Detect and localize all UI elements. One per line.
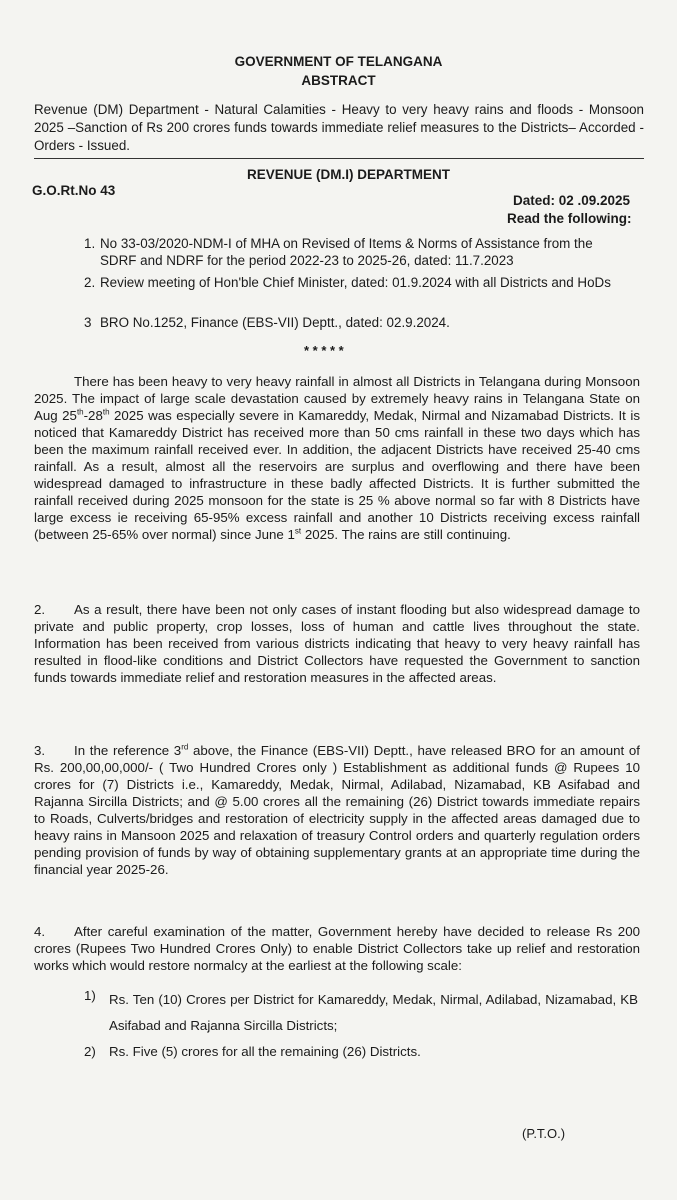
paragraph-number: 3. — [34, 743, 46, 758]
order-number: G.O.Rt.No 43 — [32, 183, 116, 198]
paragraph-number: 2. — [34, 602, 46, 617]
paragraph-3: 3. In the reference 3rd above, the Finance (EBS-VII) Deptt., have released BRO for an amount of Rs. 200,00,00,000/- ( Two Hundred Crores only ) Establishment as additional funds @ Rupees 10 crores for (7) Districts i.e., Kamareddy, Medak, Nirmal, Adilabad, Nizamabad, KB Asifabad and Rajanna Sircilla Districts; and @ 5.00 crores all the remaining (26) District towards immediate repairs to Roads, Culverts/bridges and restoration of electricity supply in the affected areas damaged due to heavy rains in Mansoon 2025 and relaxation of treasury Control orders and quarterly regulation orders pending provision of funds by way of obtaining supplementary grants at an appropriate time during the financial year 2025-26. — [34, 742, 640, 877]
scale-item-text: Rs. Five (5) crores for all the remaining (26) Districts. — [109, 1044, 421, 1059]
page-turn-note: (P.T.O.) — [522, 1126, 566, 1141]
scale-item-number: 2) — [84, 1044, 96, 1059]
department-heading: REVENUE (DM.I) DEPARTMENT — [246, 167, 450, 182]
read-following-label: Read the following: — [507, 211, 632, 226]
paragraph-4: 4. After careful examination of the matter, Government hereby have decided to release Rs 200 crores (Rupees Two Hundred Crores Only) to enable District Collectors take up relief and restoration works which would restore normalcy at the earliest at the following scale: — [34, 924, 640, 973]
paragraph-number: 4. — [34, 924, 46, 939]
scale-item — [84, 1043, 638, 1060]
section-separator: * * * * * — [304, 343, 344, 358]
scale-item-text: Rs. Ten (10) Crores per District for Kamareddy, Medak, Nirmal, Adilabad, Nizamabad, KB Asifabad and Rajanna Sircilla Districts; — [109, 992, 638, 1033]
paragraph-1: There has been heavy to very heavy rainfall in almost all Districts in Telangana during Monsoon 2025. The impact of large scale devastation caused by extremely heavy rains in Telangana State on Aug 25th-28th 2025 was especially severe in Kamareddy, Medak, Nirmal and Nizamabad Districts. It is noticed that Kamareddy District has received more than 50 cms rainfall in these two days which has been the maximum rainfall received ever. In addition, the adjacent Districts have received 25-40 cms rainfall. As a result, almost all the reservoirs are surplus and overflowing and there have been widespread damaged to infrastructure in these badly affected Districts. It is further submitted the rainfall received during 2025 monsoon for the state is 25 % above normal so far with 8 Districts have large excess ie receiving 65-95% excess rainfall and another 10 Districts receiving excess rainfall (between 25-65% over normal) since June 1st 2025. The rains are still continuing. — [34, 374, 640, 542]
scale-item — [84, 987, 638, 1039]
scale-item-number: 1) — [84, 988, 96, 1003]
abstract-heading: ABSTRACT — [301, 73, 376, 88]
reference-item — [84, 274, 624, 291]
reference-number: 2. — [84, 275, 96, 290]
reference-number: 1. — [84, 236, 96, 251]
reference-text: BRO No.1252, Finance (EBS-VII) Deptt., dated: 02.9.2024. — [100, 315, 450, 330]
subject-divider — [34, 158, 644, 159]
reference-item — [84, 314, 624, 331]
subject-text: Revenue (DM) Department - Natural Calamities - Heavy to very heavy rains and floods - Monsoon 2025 –Sanction of Rs 200 crores funds towards immediate relief measures to the Districts– Accorded - Orders - Issued. — [34, 102, 644, 153]
reference-item — [84, 235, 624, 269]
government-heading: GOVERNMENT OF TELANGANA — [234, 54, 443, 69]
paragraph-2: 2. As a result, there have been not only cases of instant flooding but also widespread damage to private and public property, crop losses, loss of human and cattle lives throughout the state. Information has been received from various districts indicating that heavy to very heavy rainfall has resulted in flood-like conditions and District Collectors have requested the Government to sanction funds towards immediate relief and restoration measures in the affected areas. — [34, 602, 640, 685]
order-date: Dated: 02 .09.2025 — [513, 193, 631, 208]
reference-text: No 33-03/2020-NDM-I of MHA on Revised of Items & Norms of Assistance from the SDRF and NDRF for the period 2022-23 to 2025-26, dated: 11.7.2023 — [100, 236, 593, 268]
reference-text: Review meeting of Hon'ble Chief Minister, dated: 01.9.2024 with all Districts and HoDs — [100, 275, 611, 290]
reference-number: 3 — [84, 315, 92, 330]
